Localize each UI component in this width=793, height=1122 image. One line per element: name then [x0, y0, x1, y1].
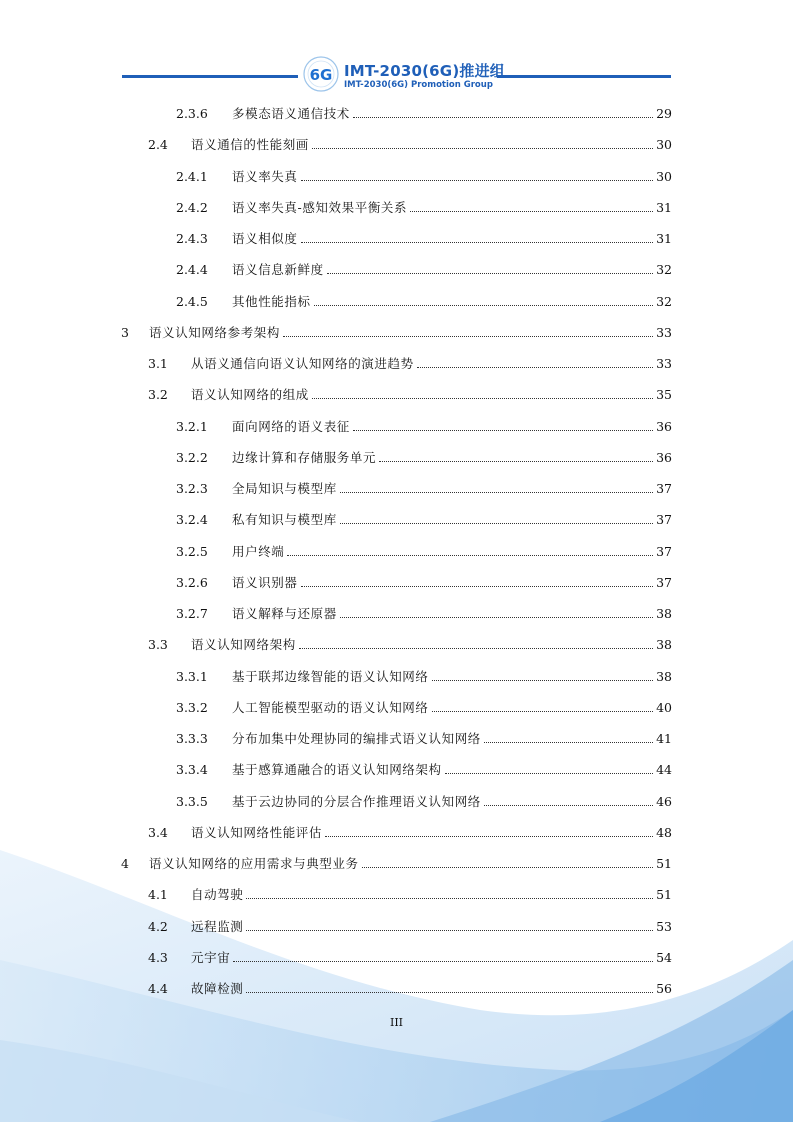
toc-entry[interactable]: [148, 821, 672, 841]
toc-dot-leader: [340, 523, 653, 524]
toc-entry-title: 语义认知网络性能评估: [191, 824, 323, 840]
toc-entry-number: 2.4.2: [176, 199, 208, 215]
toc-entry-number: 4.1: [148, 887, 168, 903]
brand-subtitle: IMT-2030(6G) Promotion Group: [344, 80, 493, 90]
toc-entry-title: 自动驾驶: [191, 887, 244, 903]
toc-entry-title: 语义认知网络架构: [191, 637, 296, 653]
toc-entry-page: 37: [656, 543, 672, 559]
toc-entry-number: 3.1: [148, 356, 168, 371]
toc-dot-leader: [484, 805, 653, 806]
toc-entry-number: 2.3.6: [176, 106, 208, 121]
toc-entry-number: 3.3.5: [176, 793, 208, 809]
toc-entry-number: 3.3.1: [176, 668, 208, 684]
toc-entry-number: 2.4: [148, 137, 168, 153]
toc-dot-leader: [301, 242, 654, 243]
toc-dot-leader: [246, 930, 653, 931]
toc-entry-page: 53: [656, 918, 672, 934]
toc-entry-number: 3.3.4: [176, 762, 208, 778]
toc-entry[interactable]: [176, 758, 672, 778]
toc-dot-leader: [432, 711, 654, 712]
toc-entry[interactable]: [176, 227, 672, 247]
toc-dot-leader: [484, 742, 653, 743]
toc-entry-title: 语义解释与还原器: [232, 606, 337, 621]
toc-entry-title: 基于联邦边缘智能的语义认知网络: [232, 668, 429, 684]
toc-dot-leader: [246, 992, 653, 993]
toc-entry-page: 38: [656, 606, 672, 621]
toc-entry-number: 3.2.1: [176, 418, 208, 434]
toc-entry-title: 其他性能指标: [232, 293, 311, 309]
toc-entry-page: 38: [656, 637, 672, 653]
toc-entry-number: 2.4.5: [176, 293, 208, 309]
toc-dot-leader: [417, 367, 653, 368]
toc-dot-leader: [432, 680, 654, 681]
toc-entry-title: 面向网络的语义表征: [232, 418, 350, 434]
toc-entry-title: 语义信息新鲜度: [232, 262, 324, 278]
toc-entry-page: 51: [656, 887, 672, 903]
toc-entry-title: 用户终端: [232, 543, 285, 559]
header-rule-right: [497, 75, 671, 78]
toc-entry-title: 边缘计算和存储服务单元: [232, 449, 377, 465]
toc-entry-page: 35: [656, 387, 672, 403]
toc-dot-leader: [314, 305, 653, 306]
toc-dot-leader: [410, 211, 653, 212]
toc-entry-number: 4.4: [148, 981, 168, 996]
toc-entry[interactable]: [176, 790, 672, 810]
toc-entry-title: 人工智能模型驱动的语义认知网络: [232, 699, 429, 715]
toc-entry-number: 3.2.3: [176, 481, 208, 496]
toc-entry[interactable]: [148, 352, 672, 372]
toc-entry-page: 30: [656, 137, 672, 153]
toc-entry-page: 37: [656, 574, 672, 590]
brand-title: IMT-2030(6G)推进组: [344, 62, 505, 80]
toc-dot-leader: [445, 773, 653, 774]
toc-entry[interactable]: [148, 915, 672, 935]
toc-entry-page: 31: [656, 199, 672, 215]
toc-dot-leader: [325, 836, 653, 837]
toc-dot-leader: [353, 117, 653, 118]
toc-entry[interactable]: [176, 258, 672, 278]
toc-entry-number: 3.3: [148, 637, 168, 653]
toc-entry-title: 语义认知网络参考架构: [149, 324, 281, 340]
toc-entry-page: 54: [656, 949, 672, 965]
toc-dot-leader: [362, 867, 653, 868]
toc-entry[interactable]: [148, 633, 672, 653]
toc-entry[interactable]: [176, 446, 672, 466]
toc-entry-number: 3.2: [148, 387, 168, 403]
toc-dot-leader: [283, 336, 653, 337]
page-number: III: [389, 1016, 404, 1029]
toc-entry-title: 基于感算通融合的语义认知网络架构: [232, 762, 442, 778]
toc-dot-leader: [340, 617, 653, 618]
toc-entry[interactable]: [176, 290, 672, 310]
toc-dot-leader: [287, 555, 653, 556]
toc-entry[interactable]: [176, 477, 672, 497]
toc-dot-leader: [301, 586, 654, 587]
toc-entry[interactable]: [176, 196, 672, 216]
toc-entry[interactable]: [176, 696, 672, 716]
toc-dot-leader: [301, 180, 654, 181]
toc-entry-title: 语义率失真: [232, 168, 298, 184]
toc-dot-leader: [246, 898, 653, 899]
toc-entry-number: 3.2.7: [176, 606, 208, 621]
toc-entry-number: 3.4: [148, 824, 168, 840]
page-header: [0, 55, 793, 95]
toc-entry-page: 40: [656, 699, 672, 715]
toc-entry-page: 36: [656, 449, 672, 465]
toc-entry-page: 56: [656, 981, 672, 996]
toc-entry-title: 分布加集中处理协同的编排式语义认知网络: [232, 731, 481, 746]
toc-dot-leader: [233, 961, 653, 962]
toc-entry-number: 2.4.3: [176, 231, 208, 246]
toc-entry-page: 31: [656, 231, 672, 246]
toc-entry[interactable]: [176, 571, 672, 591]
toc-entry-title: 故障检测: [191, 981, 244, 996]
toc-entry-page: 37: [656, 512, 672, 528]
toc-entry-number: 3: [121, 324, 129, 340]
toc-entry[interactable]: [176, 665, 672, 685]
toc-entry-title: 基于云边协同的分层合作推理语义认知网络: [232, 793, 481, 809]
toc-entry[interactable]: [148, 977, 672, 997]
toc-entry-page: 29: [656, 106, 672, 121]
toc-entry-title: 多模态语义通信技术: [232, 106, 350, 121]
toc-entry-page: 30: [656, 168, 672, 184]
imt2030-logo-icon: [302, 55, 340, 93]
toc-entry[interactable]: [148, 133, 672, 153]
toc-entry[interactable]: [176, 540, 672, 560]
toc-dot-leader: [353, 430, 653, 431]
toc-entry-number: 2.4.4: [176, 262, 208, 278]
toc-entry[interactable]: [121, 852, 672, 872]
toc-dot-leader: [312, 398, 653, 399]
toc-dot-leader: [312, 148, 653, 149]
toc-entry-page: 32: [656, 293, 672, 309]
toc-entry[interactable]: [176, 102, 672, 122]
toc-entry-page: 46: [656, 793, 672, 809]
toc-entry[interactable]: [176, 415, 672, 435]
toc-entry[interactable]: [148, 383, 672, 403]
toc-entry-page: 33: [656, 356, 672, 371]
toc-entry-number: 3.2.4: [176, 512, 208, 528]
toc-entry-title: 语义通信的性能刻画: [191, 137, 309, 153]
toc-entry-page: 33: [656, 324, 672, 340]
toc-entry-page: 38: [656, 668, 672, 684]
toc-entry-page: 41: [656, 731, 672, 746]
toc-entry[interactable]: [121, 321, 672, 341]
toc-entry-number: 3.3.3: [176, 731, 208, 746]
toc-entry-page: 32: [656, 262, 672, 278]
toc-entry-title: 私有知识与模型库: [232, 512, 337, 528]
toc-entry-number: 3.2.5: [176, 543, 208, 559]
toc-entry-title: 语义认知网络的应用需求与典型业务: [149, 856, 359, 871]
toc-dot-leader: [379, 461, 653, 462]
toc-entry[interactable]: [148, 883, 672, 903]
toc-entry-page: 48: [656, 824, 672, 840]
toc-entry-title: 语义率失真-感知效果平衡关系: [232, 199, 408, 215]
svg-text:6G: 6G: [309, 66, 333, 84]
toc-entry[interactable]: [176, 602, 672, 622]
toc-entry-title: 元宇宙: [191, 949, 231, 965]
toc-entry[interactable]: [148, 946, 672, 966]
toc-dot-leader: [340, 492, 653, 493]
toc-entry-number: 2.4.1: [176, 168, 208, 184]
toc-entry-number: 4.2: [148, 918, 168, 934]
toc-entry-title: 远程监测: [191, 918, 244, 934]
header-rule-left: [122, 75, 298, 78]
toc-entry-number: 3.2.6: [176, 574, 208, 590]
toc-entry-title: 从语义通信向语义认知网络的演进趋势: [191, 356, 414, 371]
toc-dot-leader: [327, 273, 653, 274]
toc-entry[interactable]: [176, 508, 672, 528]
toc-entry-title: 语义识别器: [232, 574, 298, 590]
toc-entry-page: 36: [656, 418, 672, 434]
toc-entry-title: 语义认知网络的组成: [191, 387, 309, 403]
toc-entry-title: 全局知识与模型库: [232, 481, 337, 496]
toc-entry[interactable]: [176, 165, 672, 185]
toc-entry-number: 3.2.2: [176, 449, 208, 465]
toc-entry-page: 37: [656, 481, 672, 496]
toc-entry-number: 4.3: [148, 949, 168, 965]
toc-dot-leader: [299, 648, 653, 649]
toc-entry-title: 语义相似度: [232, 231, 298, 246]
toc-entry[interactable]: [176, 727, 672, 747]
toc-entry-page: 51: [656, 856, 672, 871]
toc-entry-page: 44: [656, 762, 672, 778]
toc-entry-number: 3.3.2: [176, 699, 208, 715]
toc-entry-number: 4: [121, 856, 129, 871]
